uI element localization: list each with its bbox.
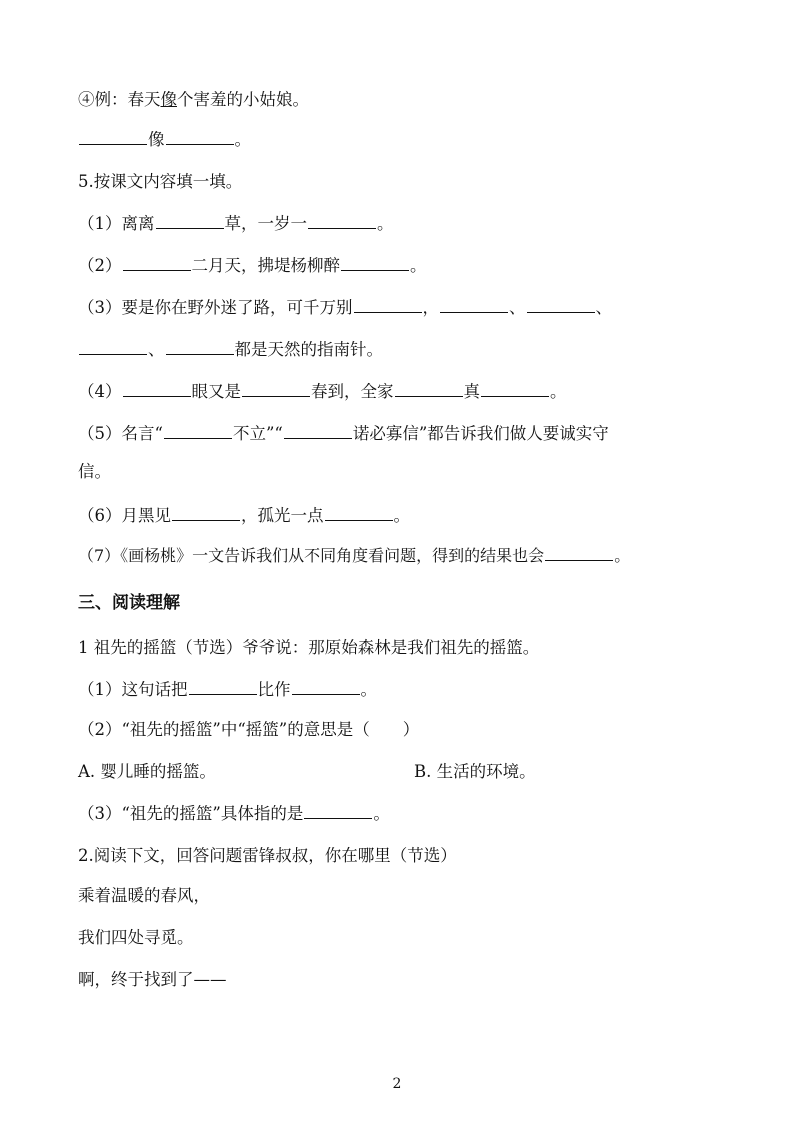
question-5-title: 5.按课文内容填一填。 (78, 172, 243, 191)
text: 春到，全家 (311, 382, 394, 401)
text: （2） (78, 256, 122, 275)
blank[interactable] (123, 256, 191, 271)
q5-item-1 (78, 213, 394, 235)
text: 都是天然的指南针。 (234, 340, 383, 359)
r1-item-2: （2）“祖先的摇篮”中“摇篮”的意思是（ ） (78, 720, 420, 739)
text: 。 (377, 214, 394, 233)
text: 诺必寡信”都告诉我们做人要诚实守 (352, 424, 609, 443)
q5-item-3-cont (78, 339, 383, 361)
text: （4） (78, 382, 122, 401)
text: 、 (595, 298, 612, 317)
text: 像 (148, 130, 165, 149)
blank[interactable] (242, 382, 310, 397)
text: 真 (463, 382, 480, 401)
page-number: 2 (392, 1076, 402, 1092)
q5-item-5-cont: 信。 (78, 462, 111, 481)
blank[interactable] (123, 382, 191, 397)
text: （5）名言“ (78, 424, 163, 443)
blank[interactable] (341, 256, 409, 271)
text: 。 (234, 130, 251, 149)
line-example (78, 89, 309, 111)
blank[interactable] (172, 506, 240, 521)
poem-line: 啊，终于找到了—— (78, 970, 227, 989)
reading-2-title: 2.阅读下文，回答问题雷锋叔叔，你在哪里（节选） (78, 846, 457, 865)
blank[interactable] (156, 214, 224, 229)
poem-line: 我们四处寻觅。 (78, 928, 194, 947)
blank[interactable] (292, 680, 360, 695)
text: 不立”“ (232, 424, 283, 443)
blank[interactable] (545, 546, 613, 561)
text: 。 (393, 506, 410, 525)
text: （7）《画杨桃》一文告诉我们从不同角度看问题，得到的结果也会 (78, 546, 545, 565)
q5-item-6 (78, 505, 410, 527)
text: 眼又是 (191, 382, 241, 401)
text: 二月天，拂堤杨柳醉 (191, 256, 340, 275)
poem-line: 乘着温暖的春风， (78, 886, 210, 905)
blank[interactable] (284, 424, 352, 439)
r1-options (78, 761, 678, 783)
r1-item-1 (78, 679, 377, 701)
q5-item-4 (78, 381, 567, 403)
text: 草，一岁一 (224, 214, 307, 233)
text: 、 (148, 340, 165, 359)
line-example-fill (78, 129, 251, 151)
text: （1）这句话把 (78, 680, 188, 699)
text: （3）要是你在野外迷了路，可千万别 (78, 298, 353, 317)
example-text: ④例：春天 (78, 90, 161, 109)
blank[interactable] (164, 424, 232, 439)
text: ，孤光一点 (241, 506, 324, 525)
r1-item-3 (78, 803, 390, 825)
text: 比作 (257, 680, 291, 699)
q5-item-5 (78, 423, 609, 445)
blank[interactable] (325, 506, 393, 521)
text: 。 (410, 256, 427, 275)
text: ， (422, 298, 439, 317)
blank[interactable] (166, 340, 234, 355)
blank[interactable] (308, 214, 376, 229)
text: （6）月黑见 (78, 506, 171, 525)
blank[interactable] (304, 804, 372, 819)
blank[interactable] (395, 382, 463, 397)
blank[interactable] (166, 130, 234, 145)
blank[interactable] (354, 298, 422, 313)
reading-1-title: 1 祖先的摇篮（节选）爷爷说：那原始森林是我们祖先的摇篮。 (78, 638, 540, 657)
text: （3）“祖先的摇篮”具体指的是 (78, 804, 304, 823)
section-heading: 三、阅读理解 (78, 593, 180, 613)
text: 。 (614, 546, 631, 565)
text: 。 (360, 680, 377, 699)
blank[interactable] (79, 130, 147, 145)
q5-item-7 (78, 545, 630, 567)
q5-item-2 (78, 255, 427, 277)
q5-item-3 (78, 297, 612, 319)
blank[interactable] (79, 340, 147, 355)
blank[interactable] (440, 298, 508, 313)
example-underlined-word: 像 (160, 90, 177, 109)
blank[interactable] (189, 680, 257, 695)
text: 、 (509, 298, 526, 317)
blank[interactable] (481, 382, 549, 397)
text: （1）离离 (78, 214, 155, 233)
text: 。 (373, 804, 390, 823)
text: 。 (550, 382, 567, 401)
option-b[interactable]: B. 生活的环境。 (414, 762, 536, 781)
example-text-end: 个害羞的小姑娘。 (177, 90, 309, 109)
blank[interactable] (527, 298, 595, 313)
option-a[interactable]: A. 婴儿睡的摇篮。 (78, 762, 216, 781)
